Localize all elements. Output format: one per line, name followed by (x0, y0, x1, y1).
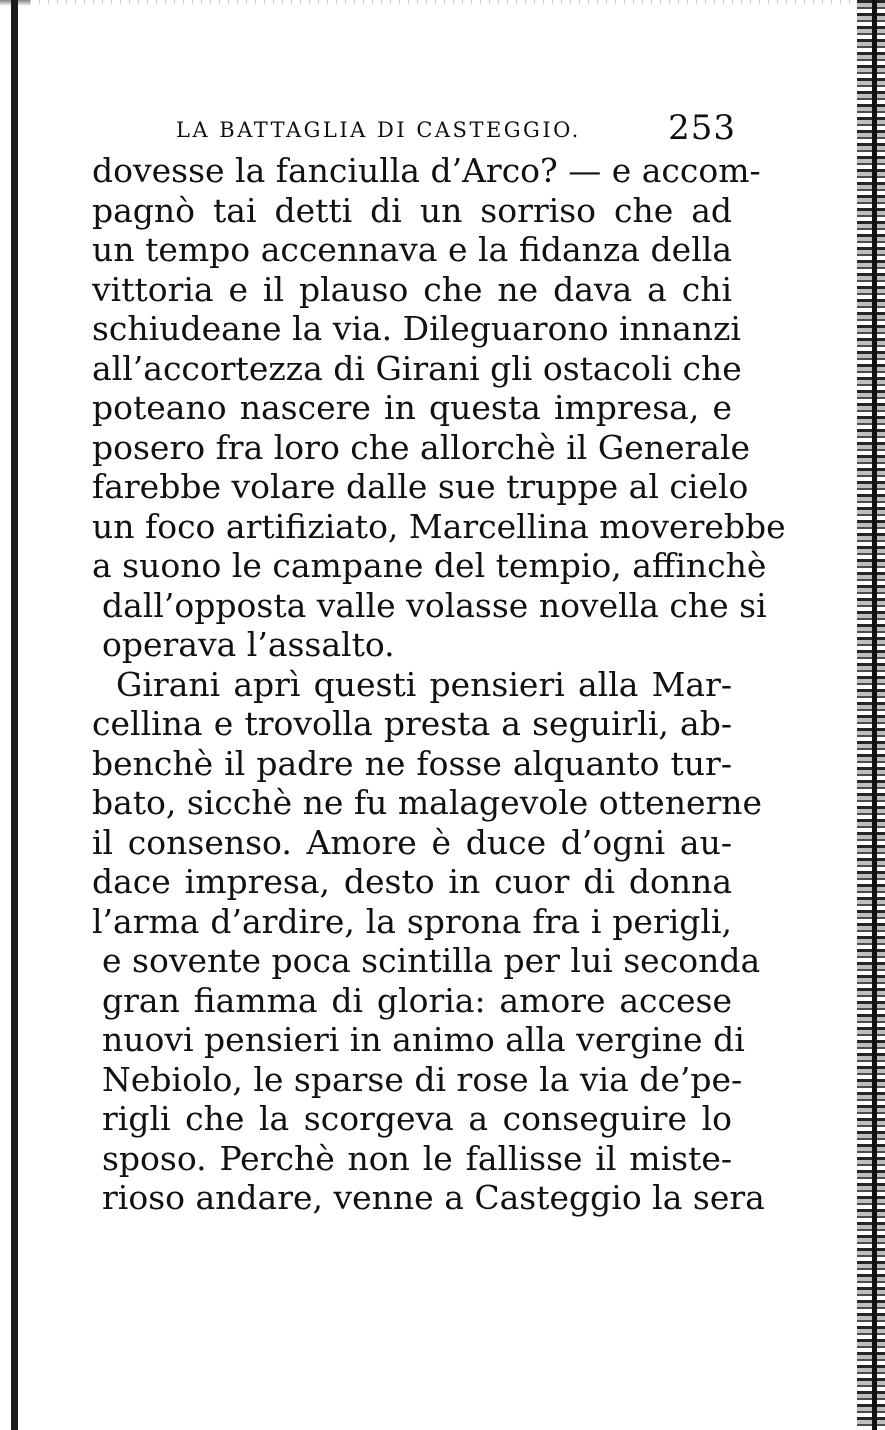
page-header (176, 108, 736, 150)
text-line: pagnò tai detti di un sorriso che ad (92, 190, 732, 230)
text-line: l’arma d’ardire, la sprona fra i perigli, (92, 901, 732, 941)
text-line: sposo. Perchè non le fallisse il miste- (102, 1138, 732, 1178)
text-line: rigli che la scorgeva a conseguire lo (102, 1099, 732, 1138)
text-line: rioso andare, venne a Casteggio la sera (102, 1178, 765, 1217)
text-line: un foco artifiziato, Marcellina moverebbe (92, 506, 786, 546)
text-line: all’accortezza di Girani gli ostacoli che (92, 348, 742, 388)
page-right-binding (857, 0, 885, 1430)
text-line: a suono le campane del tempio, affinchè (92, 546, 767, 585)
text-line: bato, sicchè ne fu malagevole ottenerne (92, 783, 763, 822)
text-line: dovesse la fanciulla d’Arco? — e accom- (92, 151, 761, 190)
text-line: schiudeane la via. Dileguarono innanzi (92, 309, 741, 348)
page-left-border (11, 0, 18, 1430)
body-text (92, 151, 786, 1218)
text-line: Nebiolo, le sparse di rose la via de’pe- (102, 1059, 743, 1099)
text-line: e sovente poca scintilla per lui seconda (102, 941, 761, 980)
text-line: operava l’assalto. (102, 625, 395, 664)
text-line: vittoria e il plauso che ne dava a chi (92, 269, 732, 309)
text-line: farebbe volare dalle sue truppe al cielo (92, 467, 749, 506)
page-right-border (872, 0, 877, 1430)
text-line: cellina e trovolla presta a seguirli, ab- (92, 704, 732, 743)
text-line: gran fiamma di gloria: amore accese (102, 980, 732, 1020)
text-line: dall’opposta valle volasse novella che si (102, 585, 767, 625)
text-line: un tempo accennava e la fidanza della (92, 230, 732, 269)
text-line: poteano nascere in questa impresa, e (92, 388, 732, 427)
text-line: il consenso. Amore è duce d’ogni au- (92, 822, 732, 862)
text-line: posero fra loro che allorchè il Generale (92, 427, 751, 467)
text-line: dace impresa, desto in cuor di donna (92, 862, 732, 901)
paragraph-start-line: Girani aprì questi pensieri alla Mar- (116, 664, 732, 704)
page-top-noise (30, 0, 850, 4)
text-line: benchè il padre ne fosse alquanto tur- (92, 743, 732, 783)
page-number: 253 (668, 108, 736, 148)
text-line: nuovi pensieri in animo alla vergine di (102, 1020, 745, 1059)
running-head: LA BATTAGLIA DI CASTEGGIO. (176, 118, 581, 142)
